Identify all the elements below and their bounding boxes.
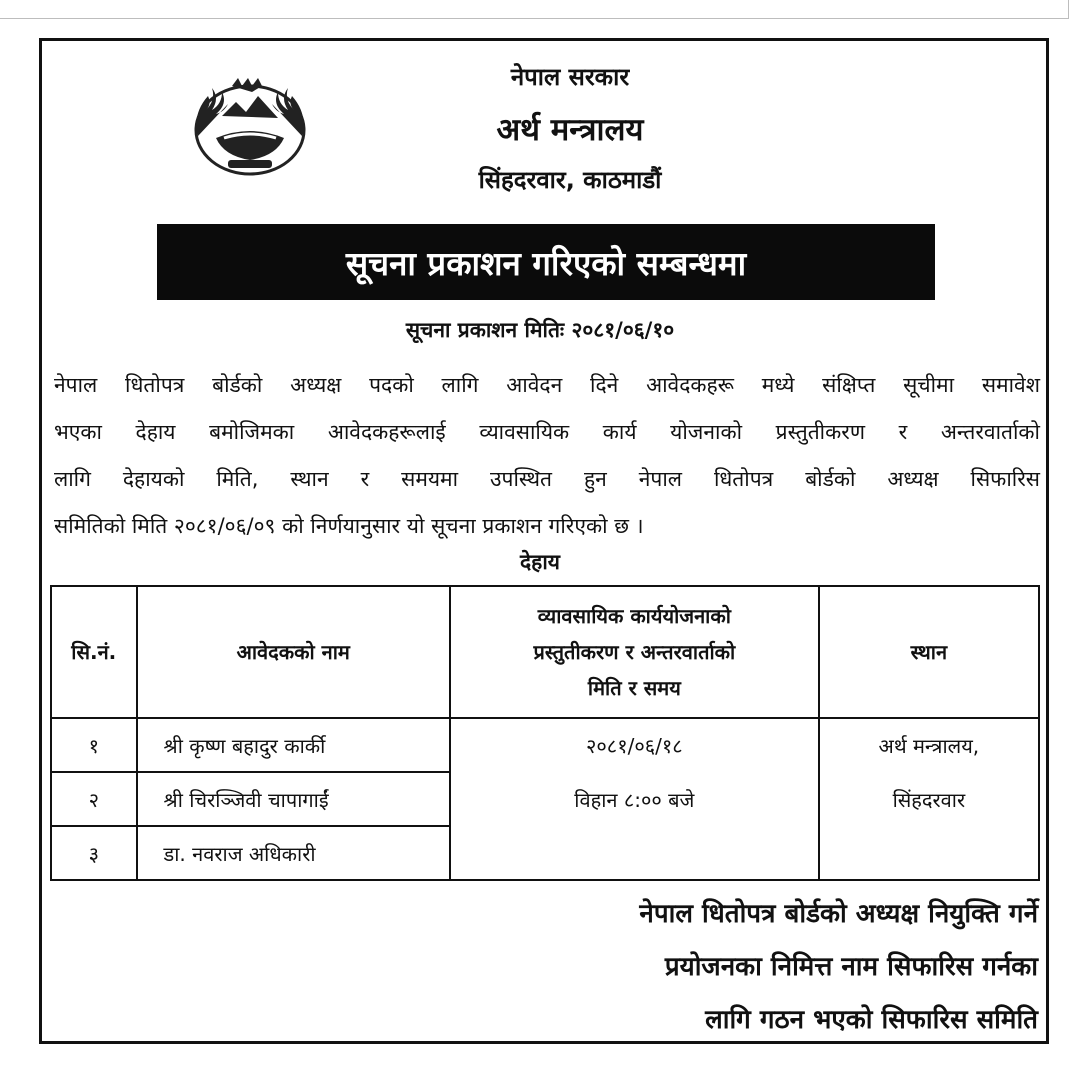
row-name: डा. नवराज अधिकारी bbox=[137, 826, 450, 880]
body-line: भएका देहाय बमोजिमका आवेदकहरूलाई व्यावसायिक कार्य योजनाको प्रस्तुतीकरण र अन्तरवार्ताको bbox=[54, 420, 1040, 444]
header-government: नेपाल सरकार bbox=[510, 63, 630, 91]
header-datetime bbox=[450, 586, 819, 718]
venue-line: सिंहदरवार bbox=[892, 788, 966, 812]
page-top-edge bbox=[0, 0, 1069, 19]
row-sn: २ bbox=[51, 772, 137, 826]
interview-datetime-cell bbox=[450, 718, 819, 880]
body-line: नेपाल धितोपत्र बोर्डको अध्यक्ष पदको लागि आवेदन दिने आवेदकहरू मध्ये संक्षिप्त सूचीमा समावेश bbox=[54, 373, 1040, 397]
venue-cell bbox=[819, 718, 1039, 880]
table-header-row bbox=[51, 586, 1039, 718]
header-ministry: अर्थ मन्त्रालय bbox=[496, 112, 644, 148]
venue-line: अर्थ मन्त्रालय, bbox=[878, 734, 980, 758]
signature-line: लागि गठन भएको सिफारिस समिति bbox=[705, 1005, 1038, 1035]
body-line: समितिको मिति २०८१/०६/०९ को निर्णयानुसार यो सूचना प्रकाशन गरिएको छ । bbox=[54, 514, 644, 538]
publication-date: सूचना प्रकाशन मितिः २०८१/०६/१० bbox=[405, 318, 675, 342]
signature-block bbox=[639, 890, 1038, 1049]
notice-title-banner bbox=[157, 224, 935, 300]
row-sn: १ bbox=[51, 718, 137, 772]
interview-date: २०८१/०६/१८ bbox=[586, 734, 683, 758]
header-location: सिंहदरवार, काठमाडौं bbox=[478, 166, 662, 194]
row-name: श्री कृष्ण बहादुर कार्की bbox=[137, 718, 450, 772]
signature-line: नेपाल धितोपत्र बोर्डको अध्यक्ष नियुक्ति गर्ने bbox=[639, 899, 1038, 929]
row-sn: ३ bbox=[51, 826, 137, 880]
notice-title: सूचना प्रकाशन गरिएको सम्बन्धमा bbox=[345, 243, 747, 283]
header-datetime-line: मिति र समय bbox=[587, 676, 681, 700]
header-name: आवेदकको नाम bbox=[137, 586, 450, 718]
row-name: श्री चिरञ्जिवी चापागाईं bbox=[137, 772, 450, 826]
signature-line: प्रयोजनका निमित्त नाम सिफारिस गर्नका bbox=[664, 952, 1038, 982]
header-datetime-line: व्यावसायिक कार्ययोजनाको bbox=[537, 604, 731, 628]
header-datetime-line: प्रस्तुतीकरण र अन्तरवार्ताको bbox=[533, 640, 736, 664]
header-sn: सि.नं. bbox=[51, 586, 137, 718]
header-venue: स्थान bbox=[819, 586, 1039, 718]
section-heading: देहाय bbox=[520, 550, 560, 574]
schedule-table bbox=[50, 585, 1040, 881]
interview-time: विहान ८:०० बजे bbox=[574, 788, 695, 812]
body-line: लागि देहायको मिति, स्थान र समयमा उपस्थित हुन नेपाल धितोपत्र बोर्डको अध्यक्ष सिफारिस bbox=[54, 467, 1040, 491]
table-row bbox=[51, 718, 1039, 772]
notice-body bbox=[54, 362, 1040, 550]
